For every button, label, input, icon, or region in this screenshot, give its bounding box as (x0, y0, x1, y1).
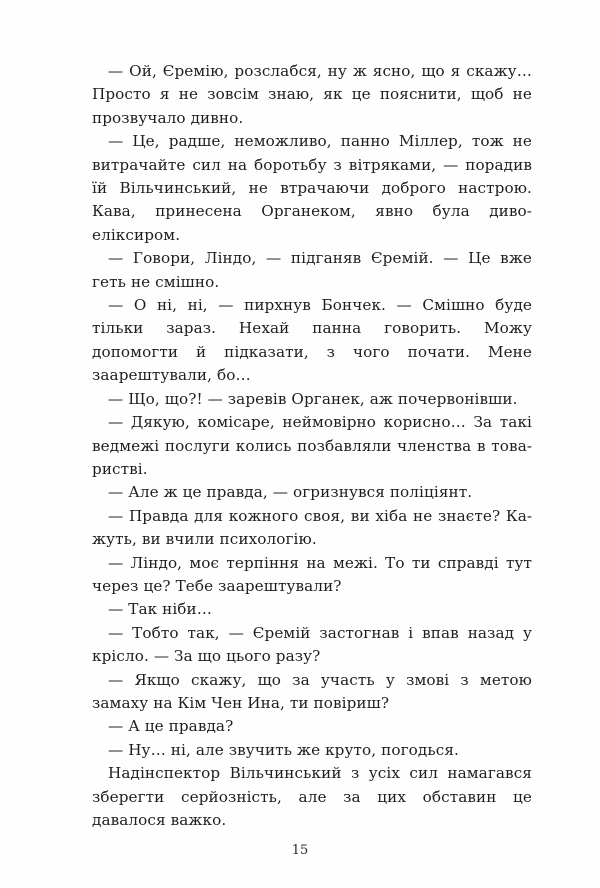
paragraph: — Ой, Єремію, розслабся, ну ж ясно, що я скажу… Просто я не зовсім знаю, як це пояснити, щоб не прозвучало дивно. (92, 62, 532, 127)
paragraph: Надінспектор Вільчинський з усіх сил намагався зберегти серйозність, але за цих обставин це давалося важко. (92, 764, 532, 829)
paragraph: — Ну… ні, але звучить же круто, погодься. (108, 740, 459, 759)
paragraph: — Говори, Ліндо, — підганяв Єремій. — Це вже геть не смішно. (92, 249, 532, 291)
paragraph: — А це правда? (108, 717, 234, 736)
paragraph: — Правда для кожного своя, ви хіба не знаєте? Кажуть, ви вчили психологію. (92, 506, 532, 549)
paragraph: — О ні, ні, — пирхнув Бончек. — Смішно буде тільки зараз. Нехай панна говорить. Можу допомогти й підказати, з чого почати. Мене заарештували, бо… (92, 296, 532, 385)
paragraph: — Це, радше, неможливо, панно Міллер, тож не витрачайте сил на боротьбу з вітряками, — порадив їй Вільчинський, не втрачаючи доброго настрою. Кава, принесена Органеком, явно була диво-еліксиром. (92, 132, 532, 244)
paragraph: — Але ж це правда, — огризнувся поліціянт. (108, 483, 473, 502)
paragraph: — Дякую, комісаре, неймовірно корисно… За такі ведмежі послуги колись позбавляли членства в товаристві. (92, 413, 532, 478)
paragraph: — Так ніби… (108, 600, 213, 619)
paragraph: — Ліндо, моє терпіння на межі. То ти справді тут через це? Тебе заарештували? (92, 553, 532, 595)
paragraph: — Якщо скажу, що за участь у змові з метою замаху на Кім Чен Ина, ти повіриш? (92, 670, 532, 712)
paragraph: — Тобто так, — Єремій застогнав і впав назад у крісло. — За що цього разу? (92, 623, 532, 666)
paragraph: — Що, що?! — заревів Органек, аж почервонівши. (108, 389, 518, 408)
page-number: 15 (291, 843, 309, 858)
body-text (92, 60, 532, 832)
